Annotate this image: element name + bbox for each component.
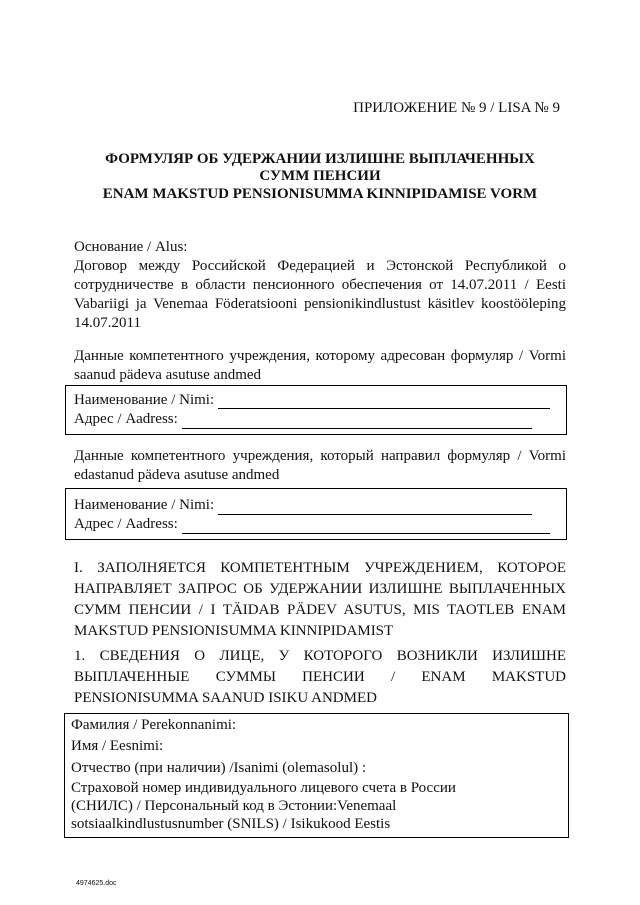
sender-name-label: Наименование / Nimi:	[74, 497, 215, 513]
recipient-name-field[interactable]	[218, 408, 550, 409]
subsection-1-heading: 1. СВЕДЕНИЯ О ЛИЦЕ, У КОТОРОГО ВОЗНИКЛИ ИЗЛИШНЕ ВЫПЛАЧЕННЫЕ СУММЫ ПЕНСИИ / ENAM MAKSTUD PENSIONISUMMA SAANUD ISIKU ANDMED	[74, 648, 566, 706]
document-filename: 4974625.doc	[76, 880, 117, 887]
annex-number: ПРИЛОЖЕНИЕ № 9 / LISA № 9	[353, 100, 560, 116]
basis-label: Основание / Alus:	[74, 239, 188, 255]
sender-description: Данные компетентного учреждения, который направил формуляр / Vormi edastanud pädeva asutuse andmed	[74, 448, 566, 483]
recipient-name-label: Наименование / Nimi:	[74, 392, 215, 408]
insurance-number-label-line3: sotsiaalkindlustusnumber (SNILS) / Isikukood Eestis	[71, 816, 391, 832]
sender-address-label: Адрес / Aadress:	[74, 516, 178, 532]
sender-address-field[interactable]	[182, 533, 550, 534]
first-name-label: Имя / Eesnimi:	[71, 738, 164, 754]
form-title-ru-line2: СУММ ПЕНСИИ	[259, 168, 381, 184]
surname-label: Фамилия / Perekonnanimi:	[71, 717, 237, 733]
sender-name-field[interactable]	[218, 514, 532, 515]
person-details-box	[64, 713, 569, 838]
section-1-heading: I. ЗАПОЛНЯЕТСЯ КОМПЕТЕНТНЫМ УЧРЕЖДЕНИЕМ, КОТОРОЕ НАПРАВЛЯЕТ ЗАПРОС ОБ УДЕРЖАНИИ ИЗЛИШНЕ ВЫПЛАЧЕННЫХ СУММ ПЕНСИИ / I TÄIDAB PÄDEV ASUTUS, MIS TAOTLEB ENAM MAKSTUD PENSIONISUMMA KINNIPIDAMIST	[74, 560, 566, 639]
patronymic-label: Отчество (при наличии) /Isanimi (olemasolul) :	[71, 760, 367, 776]
recipient-box	[65, 385, 567, 435]
sender-box	[65, 488, 567, 540]
basis-text: Договор между Российской Федерацией и Эстонской Республикой о сотрудничестве в области пенсионного обеспечения от 14.07.2011 / Eesti Vabariigi ja Venemaa Föderatsiooni pensionikindlustust käsitlev koostööleping 14.07.2011	[74, 258, 566, 331]
recipient-address-field[interactable]	[182, 428, 532, 429]
recipient-address-label: Адрес / Aadress:	[74, 411, 178, 427]
recipient-description: Данные компетентного учреждения, которому адресован формуляр / Vormi saanud pädeva asutuse andmed	[74, 348, 566, 383]
insurance-number-label-line1: Страховой номер индивидуального лицевого счета в России	[71, 780, 456, 796]
form-title-et: ENAM MAKSTUD PENSIONISUMMA KINNIPIDAMISE VORM	[102, 186, 538, 202]
insurance-number-label-line2: (СНИЛС) / Персональный код в Эстонии:Venemaal	[71, 798, 397, 814]
form-title-ru-line1: ФОРМУЛЯР ОБ УДЕРЖАНИИ ИЗЛИШНЕ ВЫПЛАЧЕННЫХ	[105, 151, 535, 167]
